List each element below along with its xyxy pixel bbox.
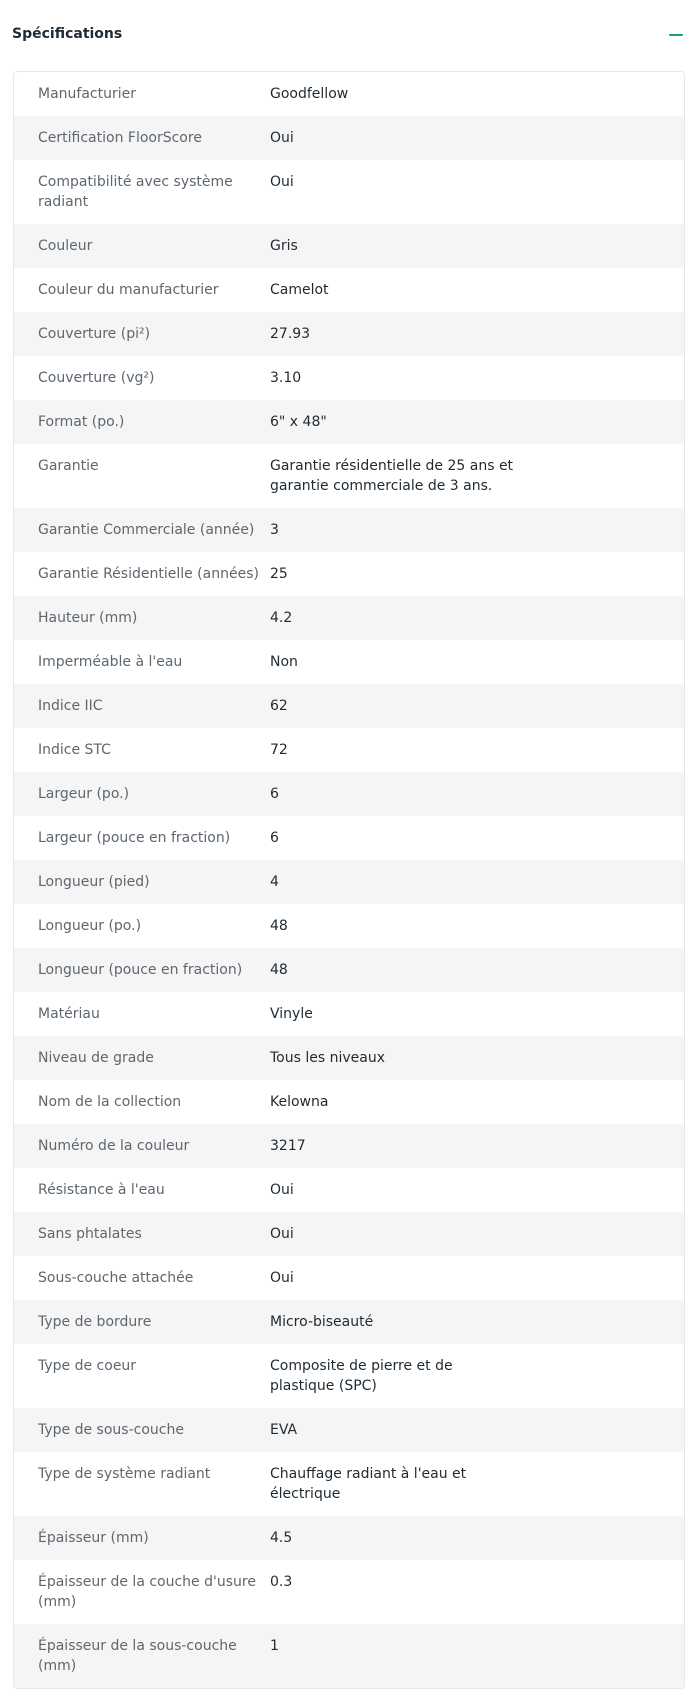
spec-label: Certification FloorScore	[38, 130, 202, 146]
spec-row-format	[14, 400, 684, 444]
spec-value: 62	[270, 698, 288, 714]
spec-value: 4.5	[270, 1530, 293, 1546]
spec-value: Oui	[270, 174, 294, 190]
spec-row-sous-couche-attachee	[14, 1256, 684, 1300]
spec-row-largeur-fraction	[14, 816, 684, 860]
spec-label: Résistance à l'eau	[38, 1182, 165, 1198]
spec-row-longueur-po	[14, 904, 684, 948]
spec-row-garantie-commerciale	[14, 508, 684, 552]
spec-value: Camelot	[270, 282, 329, 298]
spec-row-type-bordure	[14, 1300, 684, 1344]
spec-label: Garantie Résidentielle (années)	[38, 566, 259, 582]
spec-value: 3217	[270, 1138, 306, 1154]
spec-row-couleur	[14, 224, 684, 268]
spec-row-epaisseur	[14, 1516, 684, 1560]
spec-row-manufacturier	[14, 72, 684, 116]
spec-value: Tous les niveaux	[270, 1050, 386, 1066]
spec-label: Matériau	[38, 1006, 100, 1022]
spec-label: Type de sous-couche	[38, 1422, 184, 1438]
spec-value: 27.93	[270, 326, 311, 342]
spec-value: 6	[270, 830, 279, 846]
spec-row-epaisseur-couche-usure	[14, 1560, 684, 1624]
spec-label: Couleur du manufacturier	[38, 282, 219, 298]
spec-value: 3.10	[270, 370, 302, 386]
spec-row-sans-phtalates	[14, 1212, 684, 1256]
spec-row-couverture-vg2	[14, 356, 684, 400]
spec-value: Kelowna	[270, 1094, 329, 1110]
spec-value: 3	[270, 522, 279, 538]
spec-value: Vinyle	[270, 1006, 313, 1022]
spec-label: Type de bordure	[38, 1314, 152, 1330]
collapse-icon[interactable]	[667, 26, 685, 44]
spec-value: 72	[270, 742, 288, 758]
spec-label: Hauteur (mm)	[38, 610, 138, 626]
spec-label: Épaisseur (mm)	[38, 1530, 149, 1546]
spec-label: Sous-couche attachée	[38, 1270, 194, 1286]
spec-label: Largeur (pouce en fraction)	[38, 830, 231, 846]
spec-label: Garantie	[38, 458, 99, 474]
spec-value: Oui	[270, 1270, 294, 1286]
spec-row-nom-collection	[14, 1080, 684, 1124]
spec-label: Longueur (pied)	[38, 874, 150, 890]
spec-value: Gris	[270, 238, 298, 254]
spec-label: Couleur	[38, 238, 93, 254]
spec-row-longueur-pied	[14, 860, 684, 904]
spec-value: Micro-biseauté	[270, 1314, 374, 1330]
spec-value: 48	[270, 962, 288, 978]
specifications-table	[13, 71, 685, 1689]
spec-value: Oui	[270, 1182, 294, 1198]
spec-label: Manufacturier	[38, 86, 136, 102]
spec-label: Épaisseur de la couche d'usure (mm)	[38, 1574, 256, 1610]
spec-row-garantie	[14, 444, 684, 508]
specifications-header[interactable]	[0, 0, 697, 70]
spec-value: 1	[270, 1638, 279, 1654]
spec-row-materiau	[14, 992, 684, 1036]
spec-row-type-coeur	[14, 1344, 684, 1408]
spec-label: Nom de la collection	[38, 1094, 182, 1110]
spec-row-niveau-grade	[14, 1036, 684, 1080]
spec-value: 4.2	[270, 610, 293, 626]
spec-label: Compatibilité avec système radiant	[38, 174, 233, 210]
spec-label: Largeur (po.)	[38, 786, 130, 802]
spec-label: Garantie Commerciale (année)	[38, 522, 255, 538]
spec-value: 6" x 48"	[270, 414, 327, 430]
spec-row-largeur-po	[14, 772, 684, 816]
spec-row-resistance-eau	[14, 1168, 684, 1212]
spec-row-impermeable	[14, 640, 684, 684]
spec-label: Épaisseur de la sous-couche (mm)	[38, 1638, 237, 1674]
spec-label: Imperméable à l'eau	[38, 654, 183, 670]
spec-row-type-systeme-radiant	[14, 1452, 684, 1516]
spec-value: Goodfellow	[270, 86, 349, 102]
spec-row-couverture-pi2	[14, 312, 684, 356]
spec-label: Longueur (po.)	[38, 918, 142, 934]
spec-label: Indice STC	[38, 742, 111, 758]
spec-label: Type de système radiant	[38, 1466, 211, 1482]
spec-label: Format (po.)	[38, 414, 125, 430]
spec-row-type-sous-couche	[14, 1408, 684, 1452]
spec-value: Non	[270, 654, 298, 670]
spec-row-indice-stc	[14, 728, 684, 772]
spec-value: Oui	[270, 130, 294, 146]
spec-row-couleur-manufacturier	[14, 268, 684, 312]
spec-value: Garantie résidentielle de 25 ans et garantie commerciale de 3 ans.	[270, 458, 514, 494]
spec-value: 6	[270, 786, 279, 802]
spec-row-hauteur	[14, 596, 684, 640]
spec-label: Couverture (vg²)	[38, 370, 155, 386]
spec-value: EVA	[270, 1422, 298, 1438]
spec-value: 25	[270, 566, 288, 582]
spec-row-radiant-compatibility	[14, 160, 684, 224]
spec-label: Indice IIC	[38, 698, 103, 714]
spec-row-longueur-fraction	[14, 948, 684, 992]
spec-row-numero-couleur	[14, 1124, 684, 1168]
spec-row-certification	[14, 116, 684, 160]
spec-value: Composite de pierre et de plastique (SPC)	[270, 1358, 453, 1394]
spec-label: Longueur (pouce en fraction)	[38, 962, 243, 978]
spec-label: Niveau de grade	[38, 1050, 154, 1066]
spec-row-indice-iic	[14, 684, 684, 728]
spec-row-garantie-residentielle	[14, 552, 684, 596]
spec-value: 4	[270, 874, 279, 890]
section-title: Spécifications	[12, 26, 123, 42]
spec-label: Couverture (pi²)	[38, 326, 151, 342]
spec-value: 0.3	[270, 1574, 293, 1590]
spec-label: Type de coeur	[38, 1358, 137, 1374]
spec-value: 48	[270, 918, 288, 934]
spec-value: Oui	[270, 1226, 294, 1242]
spec-label: Sans phtalates	[38, 1226, 142, 1242]
spec-label: Numéro de la couleur	[38, 1138, 190, 1154]
spec-row-epaisseur-sous-couche	[14, 1624, 684, 1688]
spec-value: Chauffage radiant à l'eau et électrique	[270, 1466, 467, 1502]
